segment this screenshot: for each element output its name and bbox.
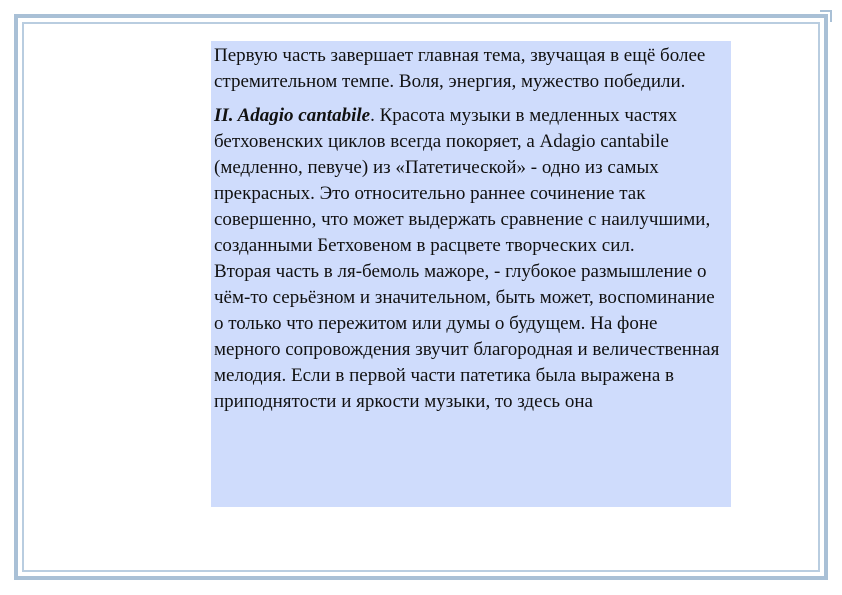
paragraph-adagio-text: . Красота музыки в медленных частях бетховенских циклов всегда покоряет, а Adagio cantabile (медленно, певуче) из «Патетической» - одно из самых прекрасных. Это относительно раннее сочинение так совершенно, что может выдержать сравнение с наилучшими, созданными Бетховеном в расцвете творческих сил.: [214, 105, 711, 256]
frame-corner-accent: [820, 10, 832, 22]
movement-heading: II. Adagio cantabile: [214, 105, 371, 126]
paragraph-first-movement-ending: Первую часть завершает главная тема, звучащая в ещё более стремительном темпе. Воля, энергия, мужество победили.: [214, 45, 706, 92]
text-box: [211, 41, 731, 507]
paragraph-adagio-intro: [214, 103, 728, 259]
paragraph-second-movement: Вторая часть в ля-бемоль мажоре, - глубокое размышление о чём-то серьёзном и значительном, быть может, воспоминание о только что пережитом или думы о будущем. На фоне мерного сопровождения звучит благородная и величественная мелодия. Если в первой части патетика была выражена в приподнятости и яркости музыки, то здесь она: [214, 261, 720, 412]
